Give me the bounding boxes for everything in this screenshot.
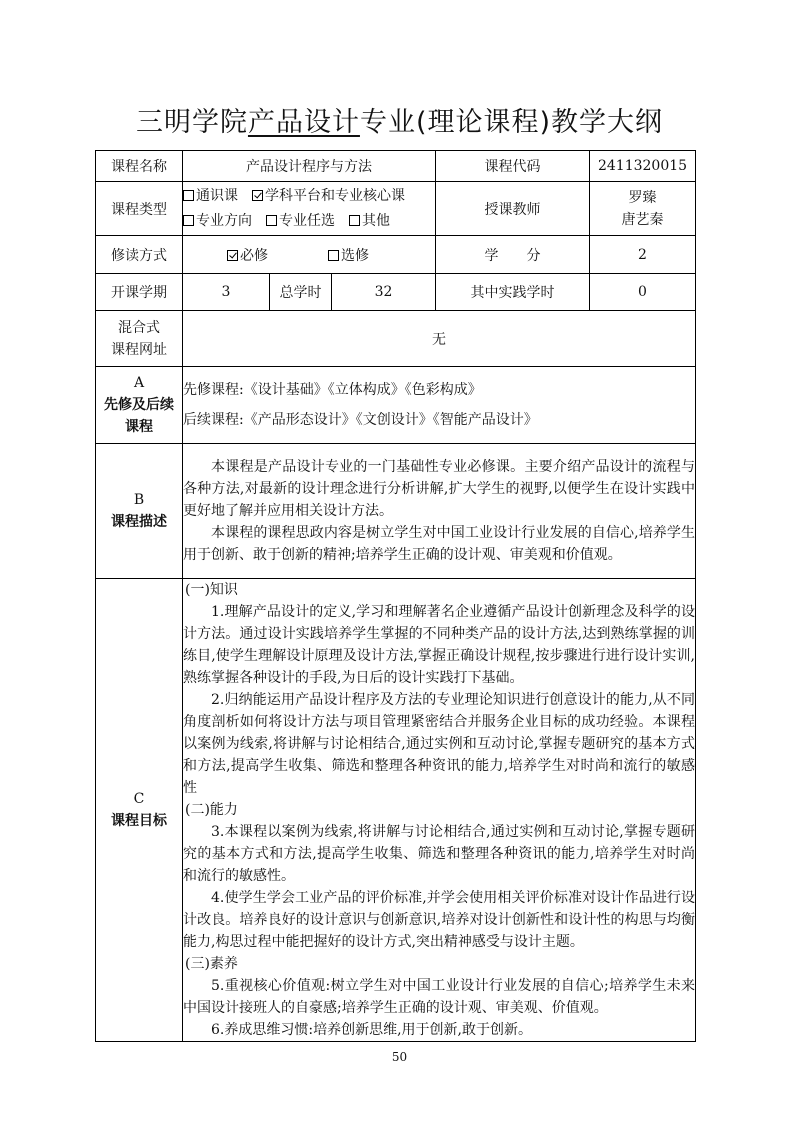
checkbox-direction-icon[interactable] bbox=[183, 215, 194, 226]
row-objectives bbox=[96, 579, 696, 1042]
option-direction[interactable]: 专业方向 bbox=[183, 209, 252, 234]
objective-item-3: 3.本课程以案例为线索,将讲解与讨论相结合,通过实例和互动讨论,掌握专题研究的基本方式和方法,提高学生收集、筛选和整理各种资讯的能力,培养学生对时尚和流行的敏感性。 bbox=[183, 824, 696, 884]
course-type-options bbox=[183, 182, 436, 236]
option-general[interactable]: 通识课 bbox=[183, 184, 238, 209]
description-paragraph-1: 本课程是产品设计专业的一门基础性专业必修课。主要介绍产品设计的流程与各种方法,对最新的设计理念进行分析讲解,扩大学生的视野,以便学生在设计实践中更好地了解并应用相关设计方法。 bbox=[183, 459, 696, 519]
option-other[interactable]: 其他 bbox=[349, 209, 390, 234]
objectives-content bbox=[183, 579, 696, 1042]
checkbox-elective-icon[interactable] bbox=[328, 250, 339, 261]
total-hours-label: 总学时 bbox=[270, 274, 332, 311]
title-part1: 三明学院 bbox=[135, 107, 248, 138]
followup-courses: 后续课程:《产品形态设计》《文创设计》《智能产品设计》 bbox=[183, 412, 538, 428]
teacher-1: 罗臻 bbox=[628, 189, 657, 206]
checkbox-other-icon[interactable] bbox=[349, 215, 360, 226]
row-course-name bbox=[96, 151, 696, 182]
credit-label: 学 分 bbox=[436, 236, 590, 274]
objective-item-1: 1.理解产品设计的定义,学习和理解著名企业遵循产品设计创新理念及科学的设计方法。通过设计实践培养学生掌握的不同种类产品的设计方法,达到熟练掌握的训练目,使学生理解设计原理及设计方法,掌握正确设计规程,按步骤进行进行设计实训,熟练掌握各种设计的手段,为日后的设计实践打下基础。 bbox=[183, 604, 696, 686]
study-mode-label: 修读方式 bbox=[96, 236, 183, 274]
checkbox-core-checked-icon[interactable] bbox=[252, 190, 263, 201]
course-code-label: 课程代码 bbox=[436, 151, 590, 182]
section-b-letter: B bbox=[133, 492, 145, 508]
objective-item-2: 2.归纳能运用产品设计程序及方法的专业理论知识进行创意设计的能力,从不同角度剖析如何将设计方法与项目管理紧密结合并服务企业目标的成功经验。本课程以案例为线索,将讲解与讨论相结合,通过实例和互动讨论,掌握专题研究的基本方式和方法,提高学生收集、筛选和整理各种资讯的能力,培养学生对时尚和流行的敏感性 bbox=[183, 692, 696, 796]
option-optional[interactable]: 专业任选 bbox=[266, 209, 335, 234]
syllabus-table bbox=[95, 150, 696, 1042]
prerequisites-content bbox=[183, 367, 696, 444]
checkbox-required-checked-icon[interactable] bbox=[227, 250, 238, 261]
checkbox-general-icon[interactable] bbox=[183, 190, 194, 201]
practice-hours-label: 其中实践学时 bbox=[436, 274, 590, 311]
prerequisite-courses: 先修课程:《设计基础》《立体构成》《色彩构成》 bbox=[183, 382, 482, 398]
total-hours-value: 32 bbox=[332, 274, 436, 311]
study-mode-options bbox=[183, 236, 436, 274]
teacher-2: 唐艺秦 bbox=[621, 211, 664, 228]
objective-item-4: 4.使学生学会工业产品的评价标准,并学会使用相关评价标准对设计作品进行设计改良。培养良好的设计意识与创新意识,培养对设计创新性和设计性的构思与均衡能力,构思过程中能把握好的设计方式,突出精神感受与设计主题。 bbox=[183, 890, 696, 950]
practice-hours-value: 0 bbox=[590, 274, 696, 311]
row-term bbox=[96, 274, 696, 311]
description-content bbox=[183, 444, 696, 579]
section-a-label: A 先修及后续 课程 bbox=[96, 367, 183, 444]
course-name-value: 产品设计程序与方法 bbox=[183, 151, 436, 182]
term-value: 3 bbox=[183, 274, 270, 311]
section-b-label: B 课程描述 bbox=[96, 444, 183, 579]
option-core[interactable]: 学科平台和专业核心课 bbox=[252, 184, 405, 209]
objective-item-6: 6.养成思维习惯:培养创新思维,用于创新,敢于创新。 bbox=[211, 1022, 532, 1038]
row-description bbox=[96, 444, 696, 579]
row-course-type bbox=[96, 182, 696, 236]
section-c-letter: C bbox=[133, 791, 145, 807]
credit-value: 2 bbox=[590, 236, 696, 274]
description-paragraph-2: 本课程的课程思政内容是树立学生对中国工业设计行业发展的自信心,培养学生用于创新、敢于创新的精神;培养学生正确的设计观、审美观和价值观。 bbox=[183, 525, 696, 563]
course-url-label: 混合式 课程网址 bbox=[96, 311, 183, 367]
row-course-url bbox=[96, 311, 696, 367]
objective-heading-literacy: (三)素养 bbox=[185, 956, 238, 972]
objective-item-5: 5.重视核心价值观:树立学生对中国工业设计行业发展的自信心;培养学生未来中国设计接班人的自豪感;培养学生正确的设计观、审美观、价值观。 bbox=[183, 978, 696, 1016]
course-url-value: 无 bbox=[183, 311, 696, 367]
objective-heading-knowledge: (一)知识 bbox=[185, 582, 238, 598]
teacher-names bbox=[590, 182, 696, 236]
section-a-letter: A bbox=[133, 375, 145, 391]
course-type-label: 课程类型 bbox=[96, 182, 183, 236]
course-name-label: 课程名称 bbox=[96, 151, 183, 182]
page-title bbox=[0, 100, 799, 139]
course-code-value: 2411320015 bbox=[590, 151, 696, 182]
title-part2: 专业(理论课程)教学大纲 bbox=[359, 107, 664, 138]
option-required[interactable]: 必修 bbox=[227, 245, 268, 265]
checkbox-optional-icon[interactable] bbox=[266, 215, 277, 226]
title-major: 产品设计 bbox=[247, 107, 360, 138]
page-number: 50 bbox=[391, 1050, 408, 1064]
objective-heading-ability: (二)能力 bbox=[185, 802, 238, 818]
term-label: 开课学期 bbox=[96, 274, 183, 311]
option-elective[interactable]: 选修 bbox=[328, 245, 369, 265]
teacher-label: 授课教师 bbox=[436, 182, 590, 236]
section-c-label: C 课程目标 bbox=[96, 579, 183, 1042]
row-study-mode bbox=[96, 236, 696, 274]
row-prerequisites bbox=[96, 367, 696, 444]
